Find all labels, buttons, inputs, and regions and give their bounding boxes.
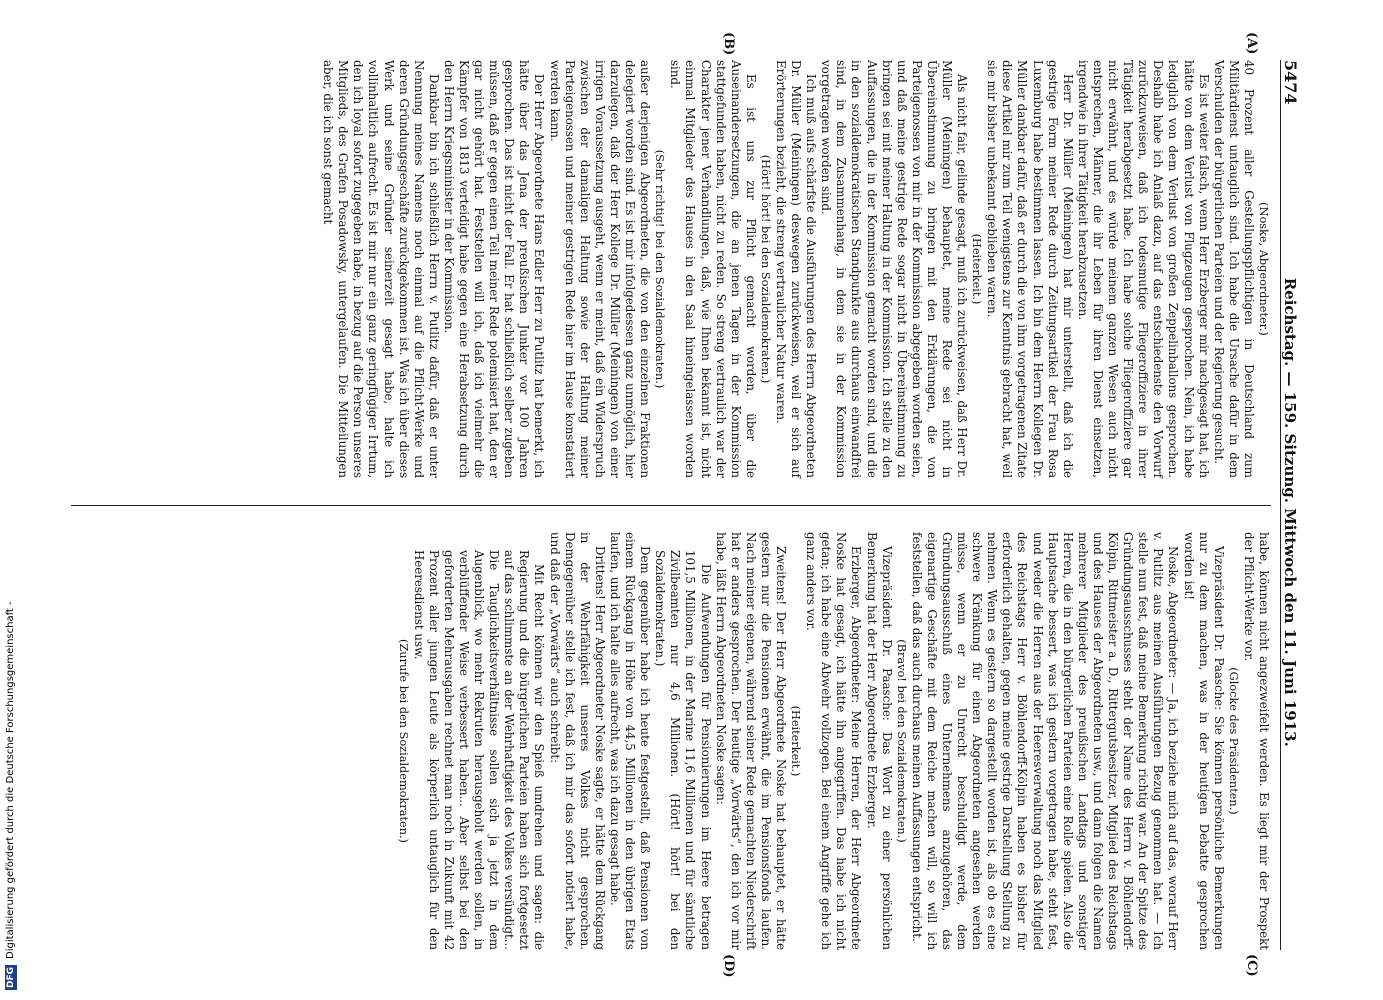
quotation: Mit Recht können wir den Spieß umdrehen und sagen: die Regierung und die bürgerlichen Parteien haben sich fortgesetzt auf das schlimmste an der Wehrhaftigkeit des Volkes versündigt... Die Tauglichkeitsverhältnisse sollen sich ja jetzt in dem Augenblick, wo mehr Rekruten herausgeholt werden sollen, in verblüffender Weise verbessert haben... Aber selbst bei den geforderten Mehrausgaben rechnet man noch in Zukunft mit 42 Prozent aller jungen Leute als körperlich untauglich für den Heeresdienst usw.	[411, 550, 547, 950]
stage-direction: (Heiterkeit.)	[970, 233, 984, 305]
page-number: 5474	[1281, 60, 1300, 105]
paragraph: Herr Dr. Müller (Meiningen) hat mir unterstellt, daß ich die gestrige Form meiner Rede durch Zeitungsartikel der Frau Rosa Luxemburg habe bestimmen lassen. Ich bin dem Herrn Kollegen Dr. Müller dankbar dafür, daß er durch die von ihm vorgetragenen Zitate diese Artikel mir zum Teil wenigstens zur Kenntnis gebracht hat, weil sie mir bisher unbekannt geblieben waren.	[985, 60, 1075, 478]
paragraph: Drittens! Herr Abgeordneter Noske sagte, er hätte dem Rückgang in der Wehrfähigkeit unseres Volkes nicht gesprochen. Demgegenüber stelle ich fest, daß ich mir das sofort notiert habe, und daß der „Vorwärts“ auch schreibt:	[547, 532, 607, 950]
paragraph: habe, können nicht angezweifelt werden. Es liegt mir der Prospekt der Pflicht-Werke vor.	[1241, 532, 1271, 950]
margin-marker-d: (D)	[721, 954, 736, 978]
stage-direction: (Glocke des Präsidenten.)	[1226, 667, 1240, 815]
paragraph: Noske, Abgeordneter: — Ja, ich beziehe mich auf das, worauf Herr v. Putlitz aus meinen Ausführungen Bezug genommen hat. — Ich stelle nun fest, daß meine Bemerkung richtig war. An der Spitze des Gründungsausschusses steht der Name des Herrn v. Böhlendorff-Kölpin, Rittmeister a. D., Rittergutsbesitzer, Mitglied des Reichstags und des Hauses der Abgeordneten usw., und dann folgen die Namen mehrerer Mitglieder des preußischen Landtags und sonstiger Herren, die in den bürgerlichen Parteien eine Rolle spielen. Also die Hauptsache bessert, was ich gestern vorgetragen habe, steht fest, und weder die Herren aus der Heeresverwaltung noch das Mitglied des Reichstags Herr v. Böhlendorff-Kölpin haben es bisher für erforderlich gehalten, gegen meine gestrige Darstellung Stellung zu nehmen. Wenn es gestern so dargestellt worden ist, als ob es eine schwere Kränkung für einen Abgeordneten angesehen werden müsse, wenn er zu Unrecht beschuldigt werde, dem Gründungsausschuß eines Unternehmens anzugehören, das eigenartige Geschäfte mit dem Reiche machen will, so will ich feststellen, daß das auch durchaus meinen Auffassungen entspricht.	[909, 532, 1181, 950]
paragraph: Erzberger, Abgeordneter: Meine Herren, der Herr Abgeordnete Noske hat gesagt, ich hätte ihn angegriffen. Das habe ich nicht getan; ich habe eine Abwehr vollzogen. Bei einem Angriffe gehe ich ganz anders vor.	[804, 532, 864, 950]
paragraph: Dankbar bin ich schließlich Herrn v. Putlitz dafür, daß er unter Nennung meines Namens noch einmal auf die Pflicht-Werke und deren Gründungsgeschäfte zurückgekommen ist. Was ich über dieses Werk und seine Gründer seinerzeit gesagt habe, halte ich vollinhaltlich aufrecht. Es ist mir nur ein ganz geringfügiger Irrtum, den ich loyal sofort zugegeben habe, in bezug auf die Person unseres Mitglieds, des Grafen Posadowsky, untergelaufen. Die Mitteilungen aber, die ich sonst gemacht	[321, 60, 441, 478]
paragraph: Ich muß aufs schärfste die Ausführungen des Herrn Abgeordneten Dr. Müller (Meiningen) deswegen zurückweisen, weil er sich auf Erörterungen bezieht, die streng vertraulicher Natur waren.	[774, 60, 819, 478]
stage-direction: (Hört! hört! bei den Sozialdemokraten.)	[758, 154, 772, 384]
document-page	[51, 32, 1311, 978]
paragraph: Vizepräsident Dr. Paasche: Das Wort zu einer persönlichen Bemerkung hat der Herr Abgeordnete Erzberger.	[864, 532, 894, 950]
right-column	[396, 532, 1271, 950]
stage-direction: (Zurufe bei den Sozialdemokraten.)	[396, 639, 410, 843]
paragraph: Als nicht fair, gelinde gesagt, muß ich zurückweisen, daß Herr Dr. Müller (Meiningen) behauptet, meine Rede sei nicht in Übereinstimmung zu bringen mit den Erklärungen, die von Parteigenossen von mir in der Kommission abgegeben worden seien, und daß meine gestrige Rede sogar nicht in Übereinstimmung zu bringen sei mit meiner Haltung in der Kommission. Ich stelle zu den Auffassungen, die in der Kommission gemacht worden sind, und die in den sozialdemokratischen Standpunkte aus durchaus einwandfrei sind, in dem Zusammenhang, in dem sie in der Kommission vorgetragen worden sind.	[819, 60, 970, 478]
paragraph: Der Herr Abgeordnete Hans Edler Herr zu Putlitz hat bemerkt, ich hätte über das Jena der preußischen Junker vor 100 Jahren gesprochen. Das ist nicht der Fall. Er hat schließlich selber zugeben müssen, daß er gegen einen Teil meiner Rede polemisiert hat, den er gar nicht gehört hat. Feststellen will ich, daß ich vielmehr die Kämpfer von 1813 verteidigt habe gegen eine Herabsetzung durch den Herrn Kriegsminister in der Kommission.	[441, 60, 547, 478]
page-header	[1280, 60, 1311, 950]
paragraph: Es ist weiter falsch, wenn Herr Erzberger mir nachgesagt hat, ich hätte von dem Verlust von Flugzeugen gesprochen. Nein, ich habe lediglich von dem Verlust von großen Zeppelinballons gesprochen. Deshalb habe ich Anlaß dazu, auf das entschiedenste den Vorwurf zurückzuweisen, daß ich todesmutige Fliegeroffiziere in ihrer Tätigkeit herabgesetzt habe. Ich habe solche Fliegeroffiziere gar nicht erwähnt, und es würde meinem ganzen Wesen auch nicht entsprechen, Männer, die ihr Leben für ihren Dienst einsetzen, irgendwie in ihrer Tätigkeit herabzusetzen.	[1075, 60, 1211, 478]
dfg-logo: DFG	[6, 966, 16, 988]
margin-marker-c: (C)	[1244, 954, 1259, 977]
quotation: Die Aufwendungen für Pensionierungen im Heere betragen 101,5 Millionen, in der Marine 11,6 Millionen und für sämtliche Zivilbeamten nur 4,6 Millionen. (Hört! hört! bei den Sozialdemokraten.)	[653, 550, 713, 950]
stage-direction: (Sehr richtig! bei den Sozialdemokraten.)	[653, 149, 667, 389]
left-column	[320, 60, 1271, 478]
margin-marker-b: (B)	[721, 32, 736, 56]
paragraph: Dem gegenüber habe ich heute festgestellt, daß Pensionen von einem Rückgang in Höhe von 44,5 Millionen in den übrigen Etats laufen, und ich halte alles aufrecht, was ich dazu gesagt habe.	[607, 532, 653, 950]
speaker-line: (Noske, Abgeordneter.)	[1257, 202, 1270, 336]
running-title: Reichstag. — 159. Sitzung. Mittwoch den 11. Juni 1913.	[1281, 277, 1299, 747]
credit-text: Digitalisierung gefördert durch die Deutsche Forschungsgemeinschaft -	[5, 601, 16, 959]
paragraph: Es ist uns zur Pflicht gemacht worden, über die Auseinandersetzungen, die an jenen Tagen in der Kommission stattgefunden haben, nicht zu reden. So streng vertraulich war der Charakter jener Verhandlungen, daß, wie Ihnen bekannt ist, nicht einmal Mitglieder des Hauses in den Saal hineingelassen worden sind.	[668, 60, 758, 478]
digitization-credit	[1, 601, 23, 995]
paragraph: Zweitens! Der Herr Abgeordnete Noske hat behauptet, er hätte gestern nur die Pensionen erwähnt, die im Pensionsfonds laufen. Nach meiner eigenen, während seiner Rede gemachten Niederschrift hat er anders gesprochen. Der heutige „Vorwärts“, den ich vor mir habe, läßt Herrn Abgeordneten Noske sagen:	[713, 532, 788, 950]
column-divider	[71, 505, 1271, 506]
stage-direction: (Heiterkeit.)	[789, 705, 803, 777]
margin-marker-a: (A)	[1244, 32, 1259, 55]
paragraph: 40 Prozent aller Gestellungspflichtigen in Deutschland zum Militärdienst untauglich sind. Ich habe die Ursache dafür in dem Verschulden der bürgerlichen Parteien und der Regierung gesucht.	[1211, 60, 1256, 478]
paragraph: Vizepräsident Dr. Paasche: Sie können persönliche Bemerkungen nur zu dem machen, was in der heutigen Debatte gesprochen worden ist!	[1181, 532, 1226, 950]
paragraph: außer derjenigen Abgeordneten, die von den einzelnen Fraktionen delegiert worden sind. Es ist mir infolgedessen ganz unmöglich, hier darzulegen, daß der Herr Kollege Dr. Müller (Meiningen) von einer irrigen Voraussetzung ausgeht, wenn er meint, daß ein Widerspruch zwischen der damaligen Haltung sowie der Haltung meiner Parteigenossen und meiner gestrigen Rede hier im Hause konstatiert werden kann.	[547, 60, 653, 478]
stage-direction: (Bravo! bei den Sozialdemokraten.)	[894, 639, 908, 843]
